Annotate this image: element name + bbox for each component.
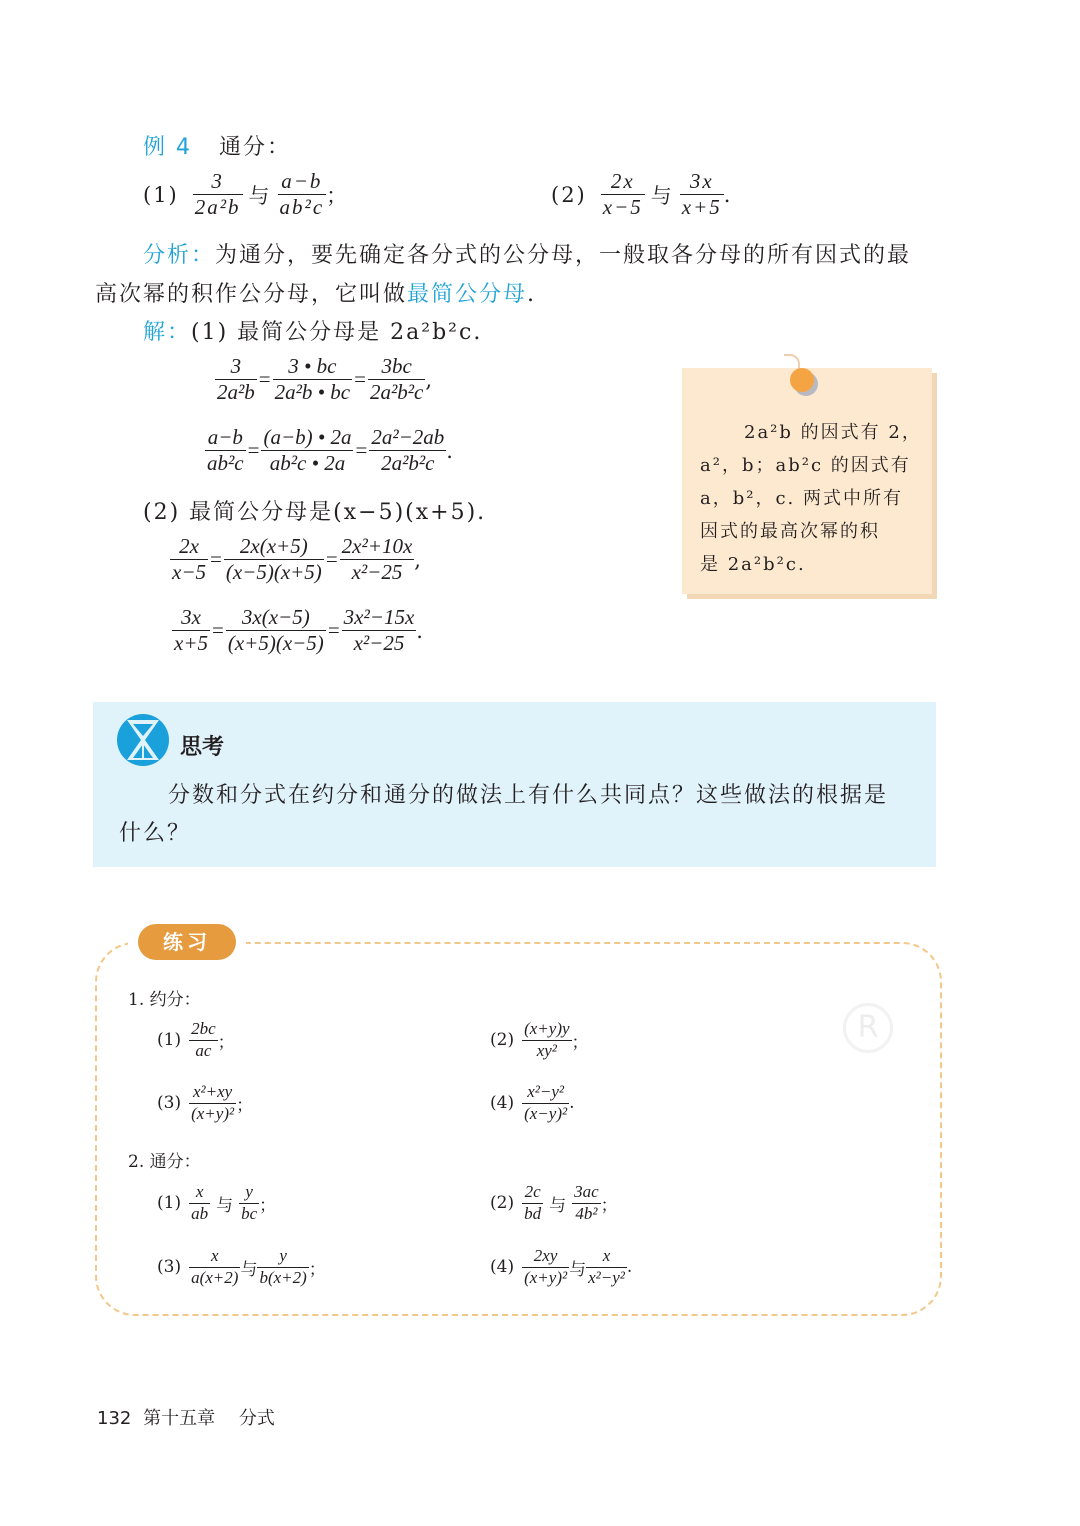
exercise-q1-title: 1. 约分： — [128, 990, 201, 1010]
fraction: $\frac{3x}{x+5}$ — [681, 169, 722, 220]
part-index: (1) — [143, 182, 179, 207]
equation-row: $\frac{3}{\text{2a²b}}$ = $\frac{3 • bc}{\text{2a²b • bc}}$ = $\frac{3bc}{\text{2a²b²c}}$ , — [217, 354, 433, 405]
example-title: 通分： — [219, 135, 292, 160]
exercise-badge: 练习 — [138, 924, 236, 960]
analysis-line-2: 高次幂的积作公分母，它叫做最简公分母. — [95, 282, 537, 307]
exercise-item: (3) $\frac{x}{a(x+2)}$ 与 $\frac{y}{b(x+2)}$ ； — [157, 1246, 326, 1287]
exercise-item: (3) $\frac{\text{x²+xy}}{\text{(x+y)²}}$ ； — [157, 1082, 254, 1123]
think-title: 思考 — [180, 735, 225, 760]
exercise-item: (4) $\frac{2xy}{\text{(x+y)²}}$ 与 $\frac{x}{\text{x²−y²}}$ . — [490, 1246, 633, 1287]
solution-label: 解： — [143, 320, 192, 345]
analysis-text: 高次幂的积作公分母，它叫做 — [95, 282, 408, 307]
punct: ； — [326, 183, 350, 208]
equation-row: $\frac{3x}{x+5}$ = $\frac{3x(x-5)}{(x+5)(x-5)}$ = $\frac{\text{3x²−15x}}{\text{x²−25}}$ . — [174, 605, 423, 656]
exercise-item: (2) $\frac{2c}{bd}$ 与 $\frac{3ac}{\text{4b²}}$ ； — [490, 1182, 618, 1223]
equation-row: $\frac{a-b}{\text{ab²c}}$ = $\frac{(a-b) • 2a}{\text{ab²c • 2a}}$ = $\frac{\text{2a²−2ab}}{\text{2a²b²c}}$ . — [207, 425, 453, 476]
example-part-1 — [143, 170, 349, 219]
page-number: 132 — [97, 1408, 132, 1429]
exercise-item: (4) $\frac{\text{x²−y²}}{\text{(x−y)²}}$ . — [490, 1082, 575, 1123]
pushpin-icon — [790, 368, 814, 392]
hourglass-icon — [117, 714, 169, 766]
analysis-line-1 — [143, 238, 943, 269]
key-term: 最简公分母 — [407, 282, 528, 307]
exercise-item: (1) $\frac{x}{ab}$ 与 $\frac{y}{bc}$ ； — [157, 1182, 277, 1223]
fraction: $\frac{a-b}{\text{ab²c}}$ — [279, 169, 325, 220]
think-question-line-2: 什么？ — [119, 821, 192, 846]
solution-text: (2) 最简公分母是(x−5)(x+5). — [143, 500, 487, 525]
conjunction: 与 — [248, 183, 272, 208]
fraction: $\frac{3}{\text{2a²b}}$ — [194, 169, 241, 220]
analysis-label: 分析： — [143, 243, 216, 268]
conjunction: 与 — [650, 183, 674, 208]
solution-heading-2 — [143, 495, 486, 526]
registered-watermark-icon: R — [843, 1003, 893, 1053]
solution-text: (1) 最简公分母是 2a²b²c. — [191, 320, 483, 345]
part-index: (2) — [551, 182, 587, 207]
punct: . — [723, 182, 733, 207]
side-note-text: 2a²b 的因式有 2， a²，b；ab²c 的因式有 a，b²，c. 两式中所有 因式的最高次幂的积 是 2a²b²c. — [700, 422, 922, 575]
equation-row: $\frac{2x}{x-5}$ = $\frac{2x(x+5)}{(x-5)(x+5)}$ = $\frac{\text{2x²+10x}}{\text{x²−25}}$ , — [172, 534, 421, 585]
example-label: 例 4 — [143, 135, 192, 160]
page-footer — [97, 1404, 275, 1430]
example-part-2 — [551, 170, 732, 219]
fraction: $\frac{2x}{x-5}$ — [602, 169, 643, 220]
section-title: 分式 — [238, 1408, 275, 1429]
example-heading — [143, 130, 291, 161]
chapter-title: 第十五章 — [143, 1408, 216, 1429]
exercise-item: (1) $\frac{2bc}{ac}$ ； — [157, 1019, 235, 1060]
exercise-item: (2) $\frac{(x+y)y}{\text{xy²}}$ ； — [490, 1019, 589, 1060]
solution-heading-1 — [143, 315, 482, 346]
think-question-line-1: 分数和分式在约分和通分的做法上有什么共同点？这些做法的根据是 — [168, 783, 889, 808]
exercise-q2-title: 2. 通分： — [128, 1152, 201, 1172]
analysis-text: 为通分，要先确定各分式的公分母，一般取各分母的所有因式的最 — [215, 243, 912, 268]
